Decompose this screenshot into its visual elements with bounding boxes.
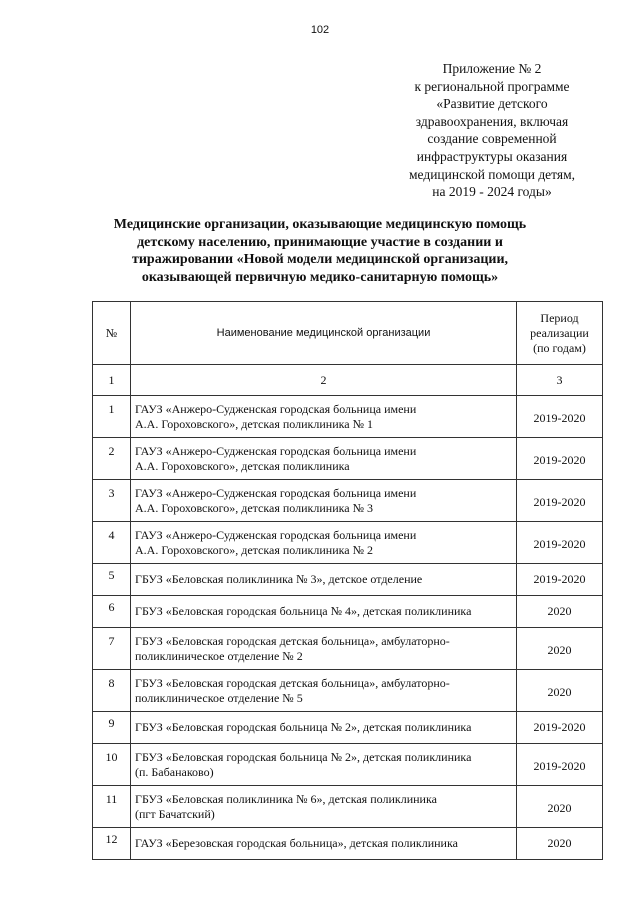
table-row (93, 480, 603, 522)
implementation-period: 2019-2020 (517, 564, 603, 596)
table-row (93, 438, 603, 480)
header-number: № (93, 302, 131, 365)
implementation-period: 2019-2020 (517, 712, 603, 744)
appendix-line: создание современной (427, 131, 557, 147)
row-number: 12 (93, 828, 131, 860)
column-index: 1 (93, 365, 131, 396)
header-period-line: Период (540, 310, 579, 325)
row-number: 6 (93, 596, 131, 628)
header-period (517, 302, 603, 365)
organization-name (131, 480, 517, 522)
table-row (93, 596, 603, 628)
organization-name (131, 670, 517, 712)
implementation-period: 2020 (517, 670, 603, 712)
organization-name-line: ГБУЗ «Беловская городская больница № 2», детская поликлиника (135, 720, 472, 734)
appendix-line: на 2019 - 2024 годы» (432, 184, 552, 200)
organization-name-line: ГБУЗ «Беловская городская детская больница», амбулаторно- (135, 633, 450, 648)
appendix-line: «Развитие детского (436, 96, 548, 112)
appendix-line: медицинской помощи детям, (408, 166, 576, 182)
organization-name-line: ГБУЗ «Беловская городская больница № 4», детская поликлиника (135, 604, 472, 618)
organization-name (131, 396, 517, 438)
appendix-line: инфраструктуры оказания (416, 148, 568, 164)
implementation-period: 2019-2020 (517, 396, 603, 438)
organization-name (131, 522, 517, 564)
row-number: 2 (93, 438, 131, 480)
organization-name (131, 786, 517, 828)
column-index-row (93, 365, 603, 396)
column-index: 2 (131, 365, 517, 396)
document-title (90, 216, 550, 287)
row-number: 9 (93, 712, 131, 744)
organization-name-line: ГАУЗ «Березовская городская больница», детская поликлиника (135, 836, 458, 850)
title-line: Медицинские организации, оказывающие медицинскую помощь (113, 217, 527, 232)
organization-name (131, 828, 517, 860)
table-row (93, 670, 603, 712)
column-index: 3 (517, 365, 603, 396)
table-row (93, 828, 603, 860)
organization-name-line: А.А. Гороховского», детская поликлиника № 3 (135, 500, 374, 515)
organization-name-line: А.А. Гороховского», детская поликлиника № 2 (135, 542, 374, 557)
header-period-line: реализации (530, 325, 589, 340)
organization-name (131, 744, 517, 786)
appendix-note (386, 60, 598, 201)
implementation-period: 2019-2020 (517, 480, 603, 522)
appendix-line: здравоохранения, включая (415, 113, 569, 129)
table-row (93, 564, 603, 596)
table-row (93, 396, 603, 438)
appendix-line: Приложение № 2 (442, 61, 542, 76)
organization-name-line: (пгт Бачатский) (135, 806, 215, 821)
table-row (93, 712, 603, 744)
title-line: тиражировании «Новой модели медицинской организации, (131, 252, 509, 268)
organization-name-line: поликлиническое отделение № 5 (135, 690, 303, 705)
organization-name-line: ГАУЗ «Анжеро-Судженская городская больница имени (135, 401, 417, 416)
implementation-period: 2019-2020 (517, 744, 603, 786)
header-organization-name: Наименование медицинской организации (131, 302, 517, 365)
implementation-period: 2019-2020 (517, 522, 603, 564)
title-line: оказывающей первичную медико-санитарную помощь» (141, 270, 499, 286)
table-row (93, 628, 603, 670)
row-number: 5 (93, 564, 131, 596)
table-header-row (93, 302, 603, 365)
row-number: 1 (93, 396, 131, 438)
row-number: 4 (93, 522, 131, 564)
organization-name-line: ГБУЗ «Беловская городская детская больница», амбулаторно- (135, 675, 450, 690)
row-number: 7 (93, 628, 131, 670)
implementation-period: 2020 (517, 596, 603, 628)
page-number: 102 (310, 24, 330, 36)
implementation-period: 2019-2020 (517, 438, 603, 480)
table-row (93, 522, 603, 564)
organization-name-line: ГАУЗ «Анжеро-Судженская городская больница имени (135, 443, 417, 458)
organization-name-line: поликлиническое отделение № 2 (135, 648, 303, 663)
organization-name-line: ГБУЗ «Беловская поликлиника № 6», детская поликлиника (135, 791, 437, 806)
organization-name (131, 596, 517, 628)
organizations-table (92, 301, 603, 860)
table-row (93, 786, 603, 828)
organization-name-line: (п. Бабанаково) (135, 764, 214, 779)
row-number: 3 (93, 480, 131, 522)
organization-name (131, 438, 517, 480)
implementation-period: 2020 (517, 786, 603, 828)
organization-name-line: ГАУЗ «Анжеро-Судженская городская больница имени (135, 485, 417, 500)
implementation-period: 2020 (517, 628, 603, 670)
title-line: детскому населению, принимающие участие в создании и (137, 234, 503, 250)
organization-name (131, 712, 517, 744)
appendix-line: к региональной программе (414, 78, 570, 94)
organization-name-line: А.А. Гороховского», детская поликлиника (135, 458, 350, 473)
row-number: 10 (93, 744, 131, 786)
organization-name-line: А.А. Гороховского», детская поликлиника № 1 (135, 416, 374, 431)
organization-name (131, 628, 517, 670)
row-number: 11 (93, 786, 131, 828)
organization-name-line: ГБУЗ «Беловская городская больница № 2», детская поликлиника (135, 749, 472, 764)
organization-name (131, 564, 517, 596)
organization-name-line: ГАУЗ «Анжеро-Судженская городская больница имени (135, 527, 417, 542)
row-number: 8 (93, 670, 131, 712)
implementation-period: 2020 (517, 828, 603, 860)
table-row (93, 744, 603, 786)
organization-name-line: ГБУЗ «Беловская поликлиника № 3», детское отделение (135, 572, 423, 586)
header-period-line: (по годам) (533, 340, 586, 355)
